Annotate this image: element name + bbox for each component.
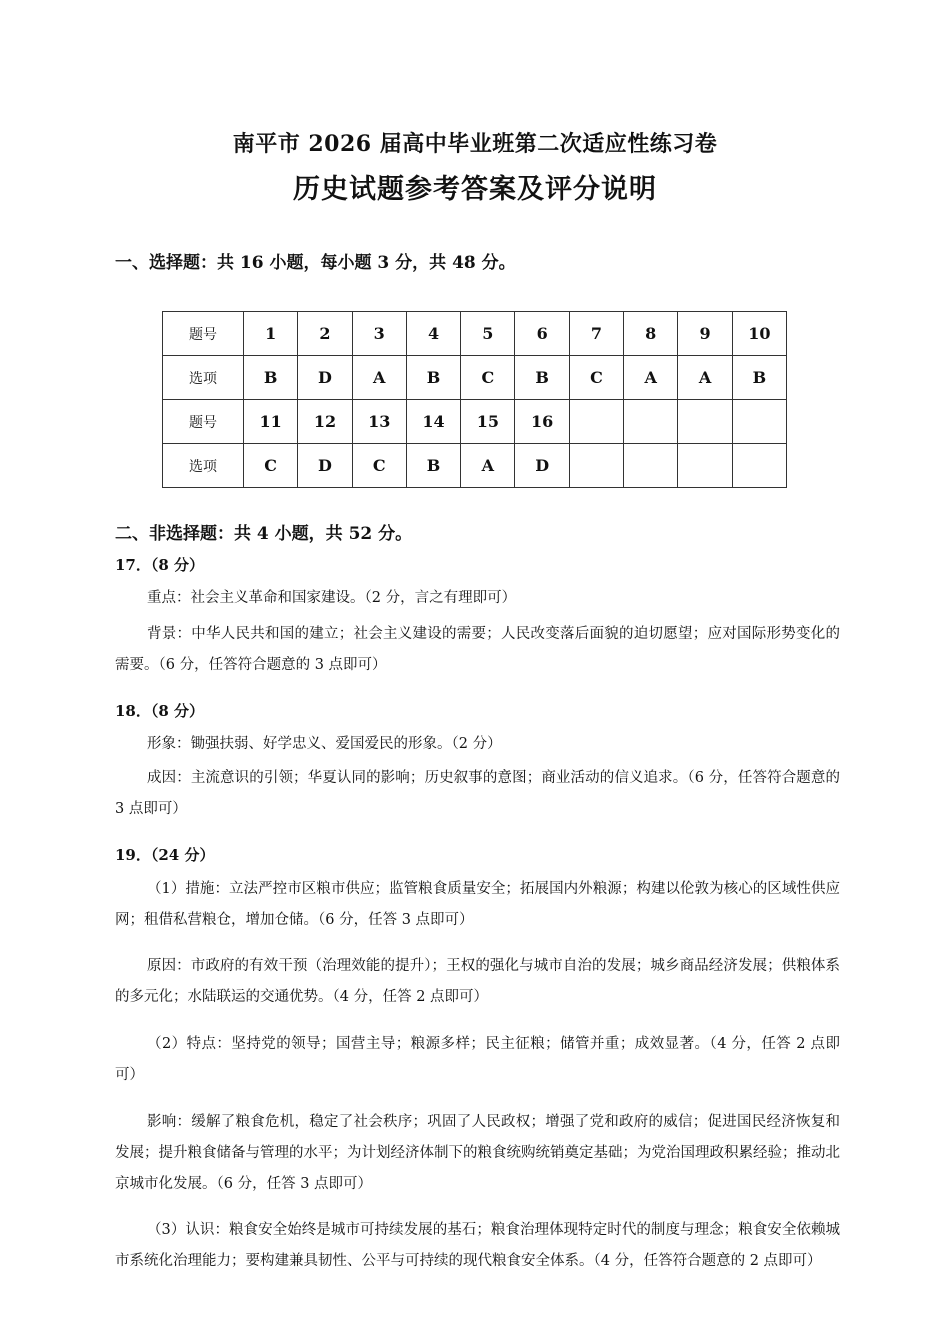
- question-number: [678, 400, 732, 444]
- question-number: 9: [678, 312, 732, 356]
- row-label: 选项: [163, 444, 244, 488]
- question-number: 8: [624, 312, 678, 356]
- question-number: 10: [732, 312, 786, 356]
- question-number: 13: [352, 400, 406, 444]
- answer-cell: A: [678, 356, 732, 400]
- question-number: 5: [461, 312, 515, 356]
- question-17-label: 17．（8 分）: [115, 556, 205, 574]
- answer-cell: D: [515, 444, 569, 488]
- answer-cell: B: [406, 444, 460, 488]
- answer-cell: D: [298, 356, 352, 400]
- question-number: 1: [244, 312, 298, 356]
- question-number: [624, 400, 678, 444]
- question-number: 7: [569, 312, 623, 356]
- q17-background: 背景：中华人民共和国的建立；社会主义建设的需要；人民改变落后面貌的迫切愿望；应对国际形势变化的需要。（6 分，任答符合题意的 3 点即可）: [115, 626, 840, 673]
- q19-understanding: （3）认识：粮食安全始终是城市可持续发展的基石；粮食治理体现特定时代的制度与理念；粮食安全依赖城市系统化治理能力；要构建兼具韧性、公平与可持续的现代粮食安全体系。（4 分，任答符合题意的 2 点即可）: [115, 1222, 840, 1269]
- answer-cell: [732, 444, 786, 488]
- answer-cell: C: [569, 356, 623, 400]
- q18-causes: 成因：主流意识的引领；华夏认同的影响；历史叙事的意图；商业活动的信义追求。（6 分，任答符合题意的 3 点即可）: [115, 770, 840, 817]
- answer-cell: B: [515, 356, 569, 400]
- q19-impact: 影响：缓解了粮食危机，稳定了社会秩序；巩固了人民政权；增强了党和政府的威信；促进国民经济恢复和发展；提升粮食储备与管理的水平；为计划经济体制下的粮食统购统销奠定基础；为党治国理政积累经验；推动北京城市化发展。（6 分，任答 3 点即可）: [115, 1114, 840, 1192]
- answer-table: [162, 311, 787, 488]
- question-number: 3: [352, 312, 406, 356]
- question-number: 16: [515, 400, 569, 444]
- question-number: 2: [298, 312, 352, 356]
- question-number: 12: [298, 400, 352, 444]
- question-19-label: 19．（24 分）: [115, 846, 215, 864]
- q19-features: （2）特点：坚持党的领导；国营主导；粮源多样；民主征粮；储管并重；成效显著。（4 分，任答 2 点即可）: [115, 1036, 840, 1083]
- q18-image: 形象：锄强扶弱、好学忠义、爱国爱民的形象。（2 分）: [147, 736, 502, 752]
- q17-key-point: 重点：社会主义革命和国家建设。（2 分，言之有理即可）: [147, 590, 517, 606]
- answer-cell: C: [461, 356, 515, 400]
- exam-title: 南平市 2026 届高中毕业班第二次适应性练习卷: [232, 131, 718, 157]
- answer-cell: A: [352, 356, 406, 400]
- question-number: [569, 400, 623, 444]
- answer-cell: [678, 444, 732, 488]
- answer-cell: B: [244, 356, 298, 400]
- question-number: 4: [406, 312, 460, 356]
- row-label: 题号: [163, 312, 244, 356]
- table-row: [163, 312, 787, 356]
- answer-key-title: 历史试题参考答案及评分说明: [293, 174, 657, 205]
- answer-cell: B: [732, 356, 786, 400]
- row-label: 选项: [163, 356, 244, 400]
- q19-measures: （1）措施：立法严控市区粮市供应；监管粮食质量安全；拓展国内外粮源；构建以伦敦为核心的区域性供应网；租借私营粮仓，增加仓储。（6 分，任答 3 点即可）: [115, 881, 840, 928]
- q19-reasons: 原因：市政府的有效干预（治理效能的提升）；王权的强化与城市自治的发展；城乡商品经济发展；供粮体系的多元化；水陆联运的交通优势。（4 分，任答 2 点即可）: [115, 958, 840, 1005]
- answer-cell: C: [244, 444, 298, 488]
- row-label: 题号: [163, 400, 244, 444]
- table-row: [163, 356, 787, 400]
- answer-cell: D: [298, 444, 352, 488]
- table-row: [163, 444, 787, 488]
- section2-heading: 二、非选择题：共 4 小题，共 52 分。: [115, 524, 413, 544]
- question-number: 6: [515, 312, 569, 356]
- answer-cell: B: [406, 356, 460, 400]
- question-number: [732, 400, 786, 444]
- answer-cell: A: [461, 444, 515, 488]
- question-18-label: 18．（8 分）: [115, 702, 205, 720]
- answer-cell: A: [624, 356, 678, 400]
- answer-cell: C: [352, 444, 406, 488]
- question-number: 11: [244, 400, 298, 444]
- answer-cell: [624, 444, 678, 488]
- answer-cell: [569, 444, 623, 488]
- question-number: 14: [406, 400, 460, 444]
- question-number: 15: [461, 400, 515, 444]
- table-row: [163, 400, 787, 444]
- section1-heading: 一、选择题：共 16 小题，每小题 3 分，共 48 分。: [115, 253, 516, 273]
